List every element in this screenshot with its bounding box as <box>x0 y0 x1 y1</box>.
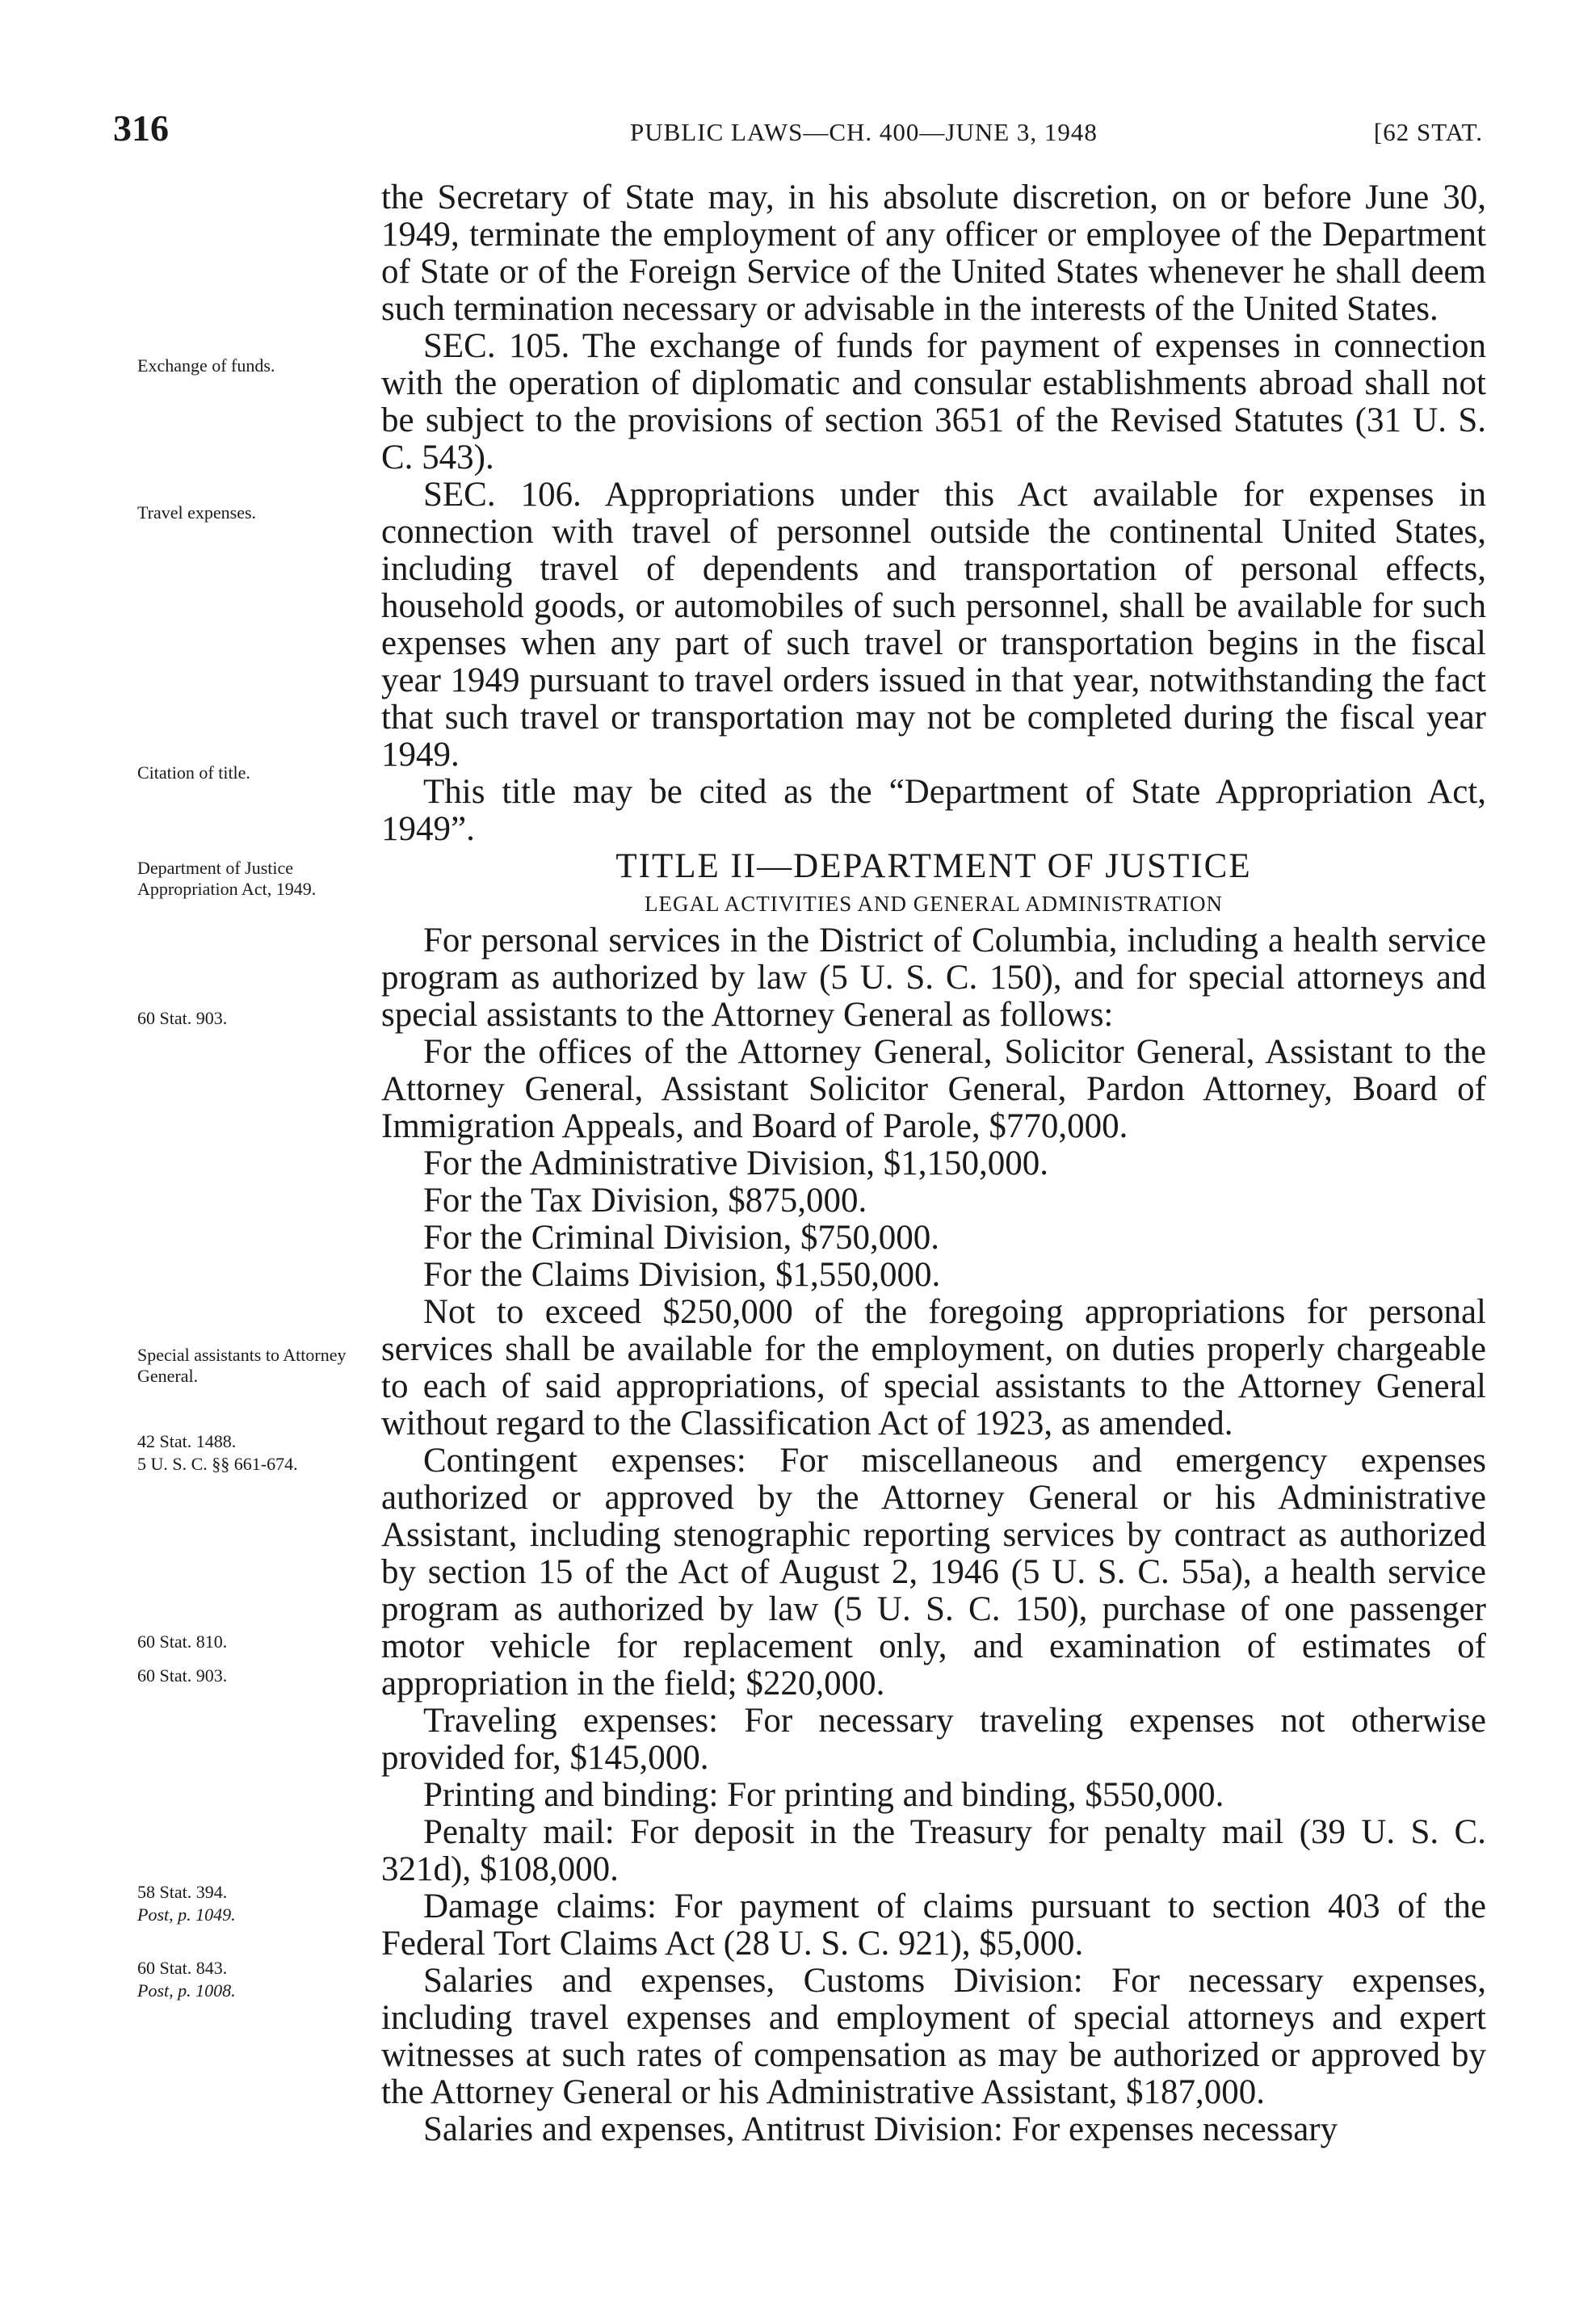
paragraph-termination: the Secretary of State may, in his absolute discretion, on or before June 30, 1949, terminate the employment of any officer or employee of the Department of State or of the Foreign Service of the United States whenever he shall deem such termination necessary or advisable in the interests of the United States. <box>381 178 1486 328</box>
volume-reference: [62 STAT. <box>1373 118 1483 146</box>
page-number: 316 <box>113 107 169 149</box>
margin-note-stat-810: 60 Stat. 810. <box>137 1631 228 1652</box>
section-label: SEC. 106. <box>423 476 582 514</box>
margin-note-stat-903-b: 60 Stat. 903. <box>137 1665 228 1686</box>
paragraph-damage-claims: Damage claims: For payment of claims pursuant to section 403 of the Federal Tort Claims Act (28 U. S. C. 921), $5,000. <box>381 1887 1486 1963</box>
margin-note-stat-903: 60 Stat. 903. <box>137 1008 228 1028</box>
margin-note-exchange: Exchange of funds. <box>137 355 275 376</box>
margin-note-special-assistants: Special assistants to Attorney General. <box>137 1345 346 1386</box>
paragraph-administrative-division: For the Administrative Division, $1,150,000. <box>423 1144 1048 1182</box>
body-text <box>381 179 1486 2148</box>
paragraph-printing-binding: Printing and binding: For printing and binding, $550,000. <box>423 1776 1224 1814</box>
margin-note-travel: Travel expenses. <box>137 502 257 523</box>
subtitle-heading: LEGAL ACTIVITIES AND GENERAL ADMINISTRATION <box>645 892 1223 916</box>
margin-note-post-1049 <box>137 1904 380 1925</box>
paragraph-criminal-division: For the Criminal Division, $750,000. <box>423 1219 940 1257</box>
section-label: SEC. 105. <box>423 327 570 365</box>
section-text: Appropriations under this Act available for expenses in connection with travel of personnel outside the continental United States, including travel of dependents and transportation of personal effects, household goods, or automobiles of such personnel, shall be available for such expenses when any part of such travel or transportation begins in the fiscal year 1949 pursuant to travel orders issued in that year, notwithstanding the fact that such travel or transportation may not be completed during the fiscal year 1949. <box>381 476 1486 774</box>
margin-note-citation: Citation of title. <box>137 762 250 783</box>
margin-note-stat-843: 60 Stat. 843. <box>137 1958 228 1978</box>
section-105 <box>381 328 1486 477</box>
section-text: The exchange of funds for payment of expenses in connection with the operation of diplomatic and consular establishments abroad shall not be subject to the provisions of section 3651 of the Revised Statutes (31 U. S. C. 543). <box>381 327 1486 477</box>
margin-note-stat-1488: 42 Stat. 1488. <box>137 1431 237 1451</box>
paragraph-traveling-expenses: Traveling expenses: For necessary traveling expenses not otherwise provided for, $145,000. <box>381 1702 1486 1777</box>
paragraph-antitrust-division: Salaries and expenses, Antitrust Division: For expenses necessary <box>423 2110 1338 2148</box>
section-106 <box>381 477 1486 774</box>
paragraph-penalty-mail: Penalty mail: For deposit in the Treasury for penalty mail (39 U. S. C. 321d), $108,000. <box>381 1813 1486 1888</box>
citation-paragraph: This title may be cited as the “Department of State Appropriation Act, 1949”. <box>381 773 1486 848</box>
paragraph-claims-division: For the Claims Division, $1,550,000. <box>423 1256 941 1294</box>
paragraph-tax-division: For the Tax Division, $875,000. <box>423 1182 867 1220</box>
margin-note-usc-661: 5 U. S. C. §§ 661-674. <box>137 1454 298 1474</box>
title-heading: TITLE II—DEPARTMENT OF JUSTICE <box>615 847 1252 885</box>
paragraph-customs-division: Salaries and expenses, Customs Division: For necessary expenses, including travel expenses and employment of special attorneys and expert witnesses at such rates of compensation as may be authorized or approved by the Attorney General or his Administrative Assistant, $187,000. <box>381 1962 1486 2111</box>
margin-note-post-1008 <box>137 1980 380 2001</box>
paragraph-special-assistants: Not to exceed $250,000 of the foregoing appropriations for personal services shall be available for the employment, on duties properly chargeable to each of said appropriations, of special assistants to the Attorney General without regard to the Classification Act of 1923, as amended. <box>381 1293 1486 1442</box>
page-header <box>113 107 1483 155</box>
paragraph-personal-services: For personal services in the District of Columbia, including a health service program as authorized by law (5 U. S. C. 150), and for special attorneys and special assistants to the Attorney General as follows: <box>381 922 1486 1034</box>
margin-note-department-justice: Department of Justice Appropriation Act, 1949. <box>137 858 317 899</box>
running-title: PUBLIC LAWS—CH. 400—JUNE 3, 1948 <box>630 118 1098 146</box>
margin-note-stat-394: 58 Stat. 394. <box>137 1882 228 1902</box>
paragraph-offices: For the offices of the Attorney General, Solicitor General, Assistant to the Attorney General, Assistant Solicitor General, Pardon Attorney, Board of Immigration Appeals, and Board of Parole, $770,000. <box>381 1033 1486 1145</box>
paragraph-contingent-expenses: Contingent expenses: For miscellaneous and emergency expenses authorized or approved by the Attorney General or his Administrative Assistant, including stenographic reporting services by contract as authorized by section 15 of the Act of August 2, 1946 (5 U. S. C. 55a), a health service program as authorized by law (5 U. S. C. 150), purchase of one passenger motor vehicle for replacement only, and examination of estimates of appropriation in the field; $220,000. <box>381 1442 1486 1703</box>
post-reference: Post, p. 1008. <box>137 1980 236 2001</box>
post-reference: Post, p. 1049. <box>137 1904 236 1925</box>
